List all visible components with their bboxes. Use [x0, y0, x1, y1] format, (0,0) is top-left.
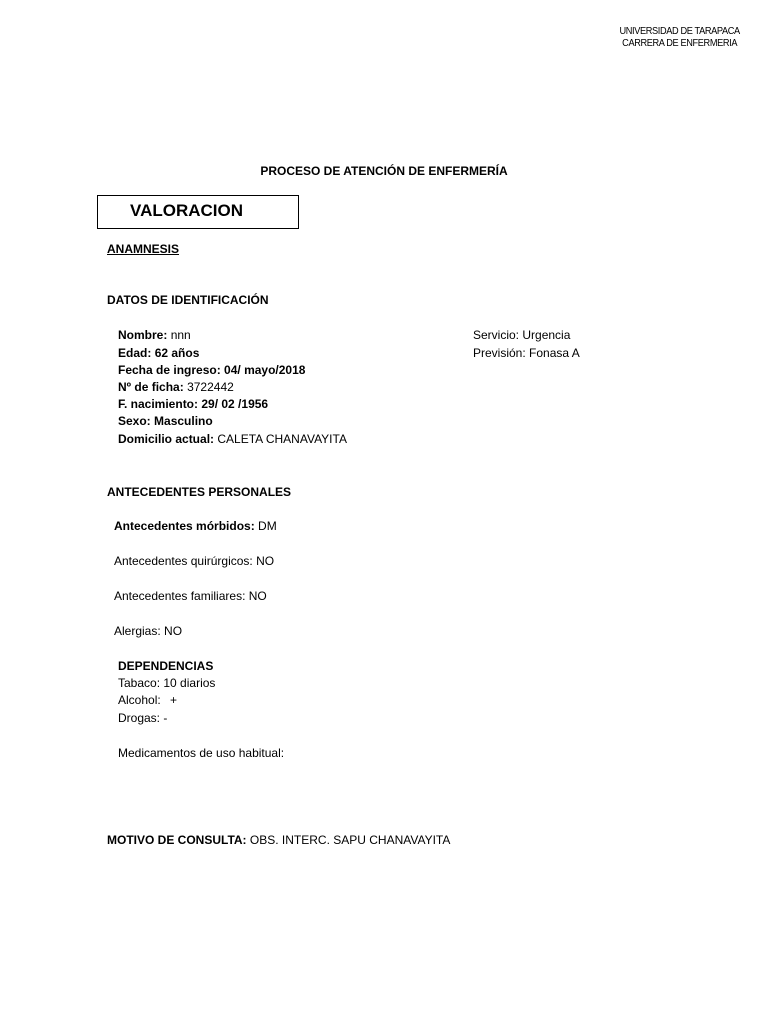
field-label: Fecha de ingreso: [118, 363, 221, 377]
field-value: 29/ 02 /1956 [201, 397, 269, 411]
field-servicio [473, 327, 570, 344]
anamnesis-heading: ANAMNESIS [107, 242, 180, 256]
section-box-valoracion [97, 195, 299, 229]
field-motivo-consulta [107, 832, 450, 849]
antecedentes-heading: ANTECEDENTES PERSONALES [107, 485, 292, 499]
field-value: NO [248, 589, 267, 603]
field-alergias [114, 623, 182, 640]
field-value: NO [164, 624, 183, 638]
field-value: nnn [170, 328, 191, 342]
field-label: Nº de ficha: [118, 380, 184, 394]
document-title: PROCESO DE ATENCIÓN DE ENFERMERÍA [260, 164, 508, 178]
field-edad [118, 345, 199, 362]
identification-heading: DATOS DE IDENTIFICACIÓN [107, 293, 269, 307]
field-value: DM [258, 519, 277, 533]
field-value: CALETA CHANAVAYITA [217, 432, 347, 446]
field-label: Previsión: [473, 346, 526, 360]
field-value: + [170, 693, 178, 707]
field-label: Antecedentes quirúrgicos: [114, 554, 253, 568]
field-value: 04/ mayo/2018 [224, 363, 306, 377]
field-label: Alcohol: [118, 693, 161, 707]
field-familiares [114, 588, 267, 605]
field-nombre [118, 327, 191, 344]
field-value: OBS. INTERC. SAPU CHANAVAYITA [249, 833, 451, 847]
field-value: 62 años [154, 346, 200, 360]
field-label: Nombre: [118, 328, 168, 342]
field-ficha [118, 379, 234, 396]
field-label: Antecedentes familiares: [114, 589, 246, 603]
dependencias-heading: DEPENDENCIAS [118, 659, 214, 673]
field-alcohol [118, 692, 177, 709]
field-label: Sexo: [118, 414, 151, 428]
field-value: Masculino [154, 414, 213, 428]
field-nacimiento [118, 396, 268, 413]
field-label: Drogas: [118, 711, 161, 725]
field-quirurgicos [114, 553, 274, 570]
field-label: F. nacimiento: [118, 397, 199, 411]
institution-name: UNIVERSIDAD DE TARAPACA [619, 26, 740, 37]
field-value: - [163, 711, 168, 725]
field-label: Alergias: [114, 624, 161, 638]
field-label: Antecedentes mórbidos: [114, 519, 255, 533]
field-prevision [473, 345, 580, 362]
field-value: NO [256, 554, 275, 568]
field-value: Urgencia [522, 328, 571, 342]
field-drogas [118, 710, 167, 727]
institution-header [620, 26, 740, 50]
field-value: Fonasa A [529, 346, 580, 360]
field-value: 3722442 [187, 380, 234, 394]
field-label: Edad: [118, 346, 152, 360]
field-value: 10 diarios [163, 676, 216, 690]
field-label: Domicilio actual: [118, 432, 215, 446]
field-morbidos [114, 518, 277, 535]
section-box-label: VALORACION [130, 201, 244, 220]
field-domicilio [118, 431, 347, 448]
field-medicamentos: Medicamentos de uso habitual: [118, 746, 285, 760]
field-label: Tabaco: [118, 676, 161, 690]
institution-program: CARRERA DE ENFERMERIA [622, 38, 738, 49]
field-label: MOTIVO DE CONSULTA: [107, 833, 247, 847]
field-sexo [118, 413, 213, 430]
field-tabaco [118, 675, 215, 692]
field-label: Servicio: [473, 328, 520, 342]
field-fecha-ingreso [118, 362, 305, 379]
